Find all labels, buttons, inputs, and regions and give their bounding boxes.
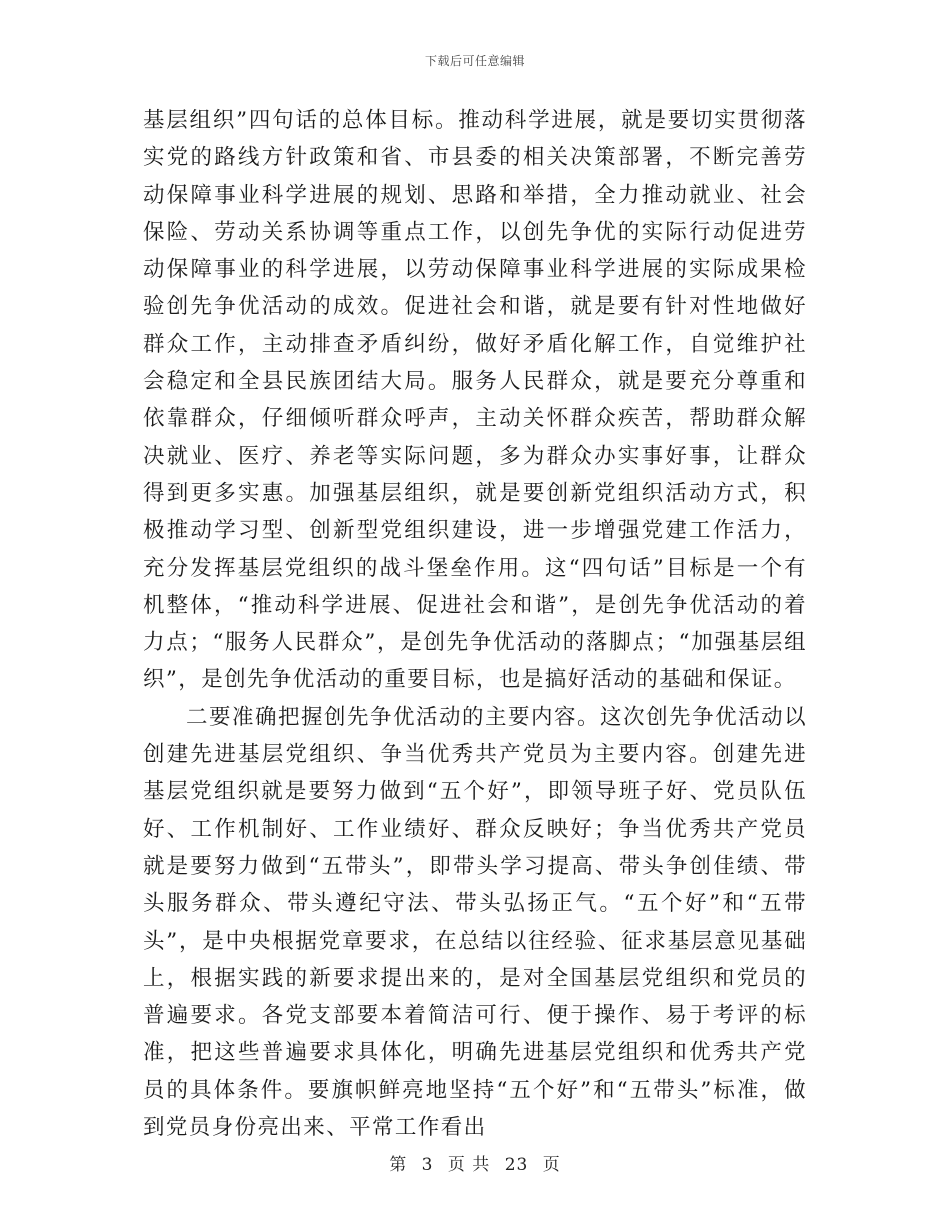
page-header-note: 下载后可任意编辑: [424, 54, 525, 68]
page-number-footer: [0, 1150, 950, 1175]
footer-prefix: 第: [389, 1155, 408, 1175]
paragraph-main-content: 二要准确把握创先争优活动的主要内容。这次创先争优活动以创建先进基层党组织、争当优秀共产党员为主要内容。创建先进基层党组织就是要努力做到“五个好”，即领导班子好、党员队伍好、工作机制好、工作业绩好、群众反映好；争当优秀共产党员就是要努力做到“五带头”，即带头学习提高、带头争创佳绩、带头服务群众、带头遵纪守法、带头弘扬正气。“五个好”和“五带头”，是中央根据党章要求，在总结以往经验、征求基层意见基础上，根据实践的新要求提出来的，是对全国基层党组织和党员的普遍要求。各党支部要本着简洁可行、便于操作、易于考评的标准，把这些普遍要求具体化，明确先进基层党组织和优秀共产党员的具体条件。要旗帜鲜亮地坚持“五个好”和“五带头”标准，做到党员身份亮出来、平常工作看出: [143, 704, 807, 1141]
footer-suffix: 页: [542, 1155, 561, 1175]
total-pages-number: 23: [504, 1155, 529, 1175]
document-body: [143, 102, 807, 1146]
paragraph-continuation: 基层组织”四句话的总体目标。推动科学进展，就是要切实贯彻落实党的路线方针政策和省、市县委的相关决策部署，不断完善劳动保障事业科学进展的规划、思路和举措，全力推动就业、社会保险、劳动关系协调等重点工作，以创先争优的实际行动促进劳动保障事业的科学进展，以劳动保障事业科学进展的实际成果检验创先争优活动的成效。促进社会和谐，就是要有针对性地做好群众工作，主动排查矛盾纠纷，做好矛盾化解工作，自觉维护社会稳定和全县民族团结大局。服务人民群众，就是要充分尊重和依靠群众，仔细倾听群众呼声，主动关怀群众疾苦，帮助群众解决就业、医疗、养老等实际问题，多为群众办实事好事，让群众得到更多实惠。加强基层组织，就是要创新党组织活动方式，积极推动学习型、创新型党组织建设，进一步增强党建工作活力，充分发挥基层党组织的战斗堡垒作用。这“四句话”目标是一个有机整体，“推动科学进展、促进社会和谐”，是创先争优活动的着力点；“服务人民群众”，是创先争优活动的落脚点；“加强基层组织”，是创先争优活动的重要目标，也是搞好活动的基础和保证。: [143, 108, 807, 693]
footer-middle: 页 共: [447, 1155, 491, 1175]
current-page-number: 3: [421, 1155, 434, 1175]
